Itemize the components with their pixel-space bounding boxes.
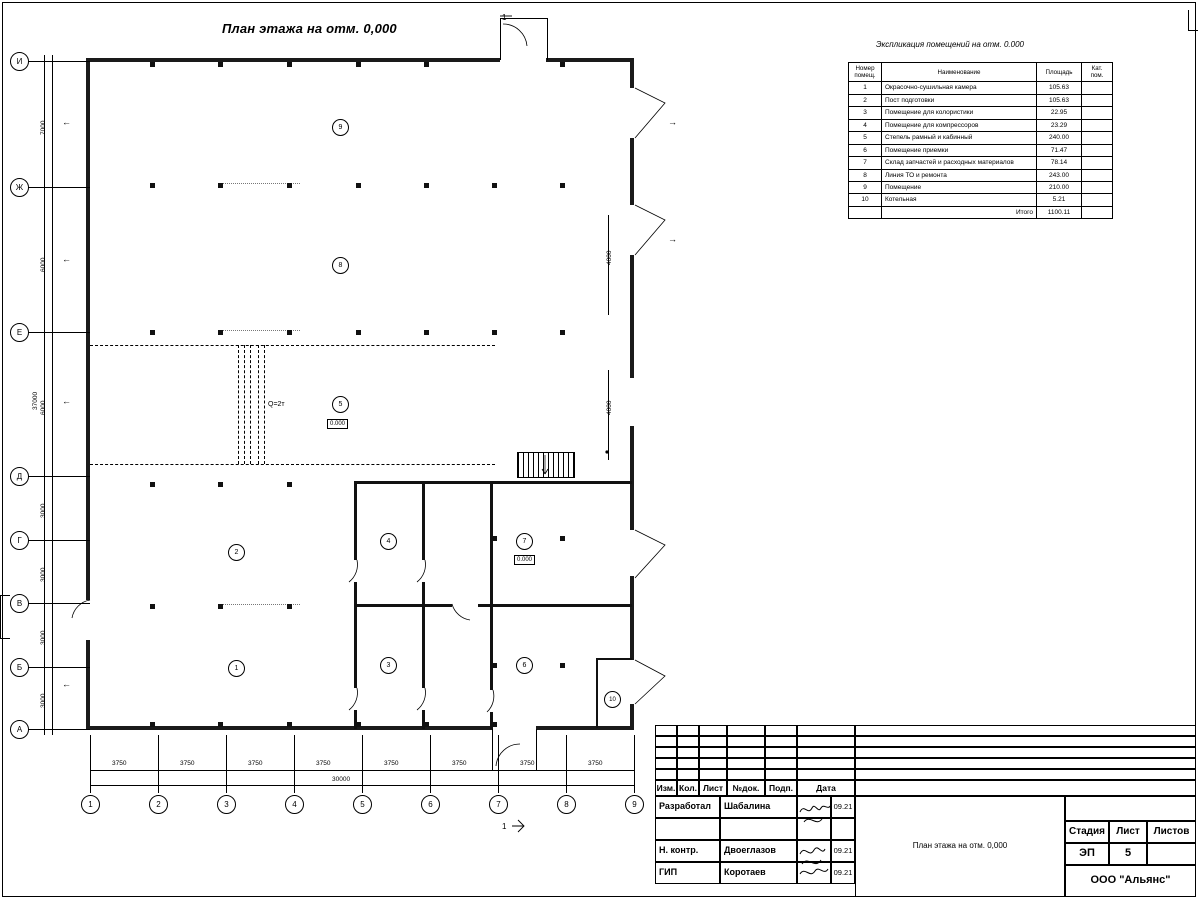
cell-number: 8 (849, 169, 882, 181)
axis-leader (28, 603, 90, 604)
cell-name: Степель рамный и кабинный (882, 132, 1037, 144)
column (218, 183, 223, 188)
column (218, 482, 223, 487)
column (424, 722, 429, 727)
dimension-vertical-3000a: 3000 (40, 503, 47, 518)
cell-number: 2 (849, 94, 882, 106)
room-marker-9: 9 (332, 119, 349, 136)
cell-area: 105.63 (1037, 82, 1082, 94)
column (150, 62, 155, 67)
stamp-col-data: Дата (797, 780, 855, 796)
revision-grid-r2c1 (655, 736, 677, 747)
axis-marker-vertical-Д: Д (10, 467, 29, 486)
revision-grid-r3c6 (797, 747, 855, 758)
table-row (849, 94, 1113, 106)
stamp-signature-developer (797, 796, 831, 818)
opening-right-4 (629, 530, 635, 576)
cell-name: Помещение для колористики (882, 107, 1037, 119)
stamp-col-izm: Изм. (655, 780, 677, 796)
stamp-col-list: Лист (699, 780, 727, 796)
stamp-col-podp: Подп. (765, 780, 797, 796)
axis-marker-horizontal-2: 2 (149, 795, 168, 814)
crane-runway-top (90, 345, 495, 346)
col-header-category: Кат. пом. (1082, 63, 1113, 82)
axis-marker-horizontal-8: 8 (557, 795, 576, 814)
cell-name: Окрасочно-сушильная камера (882, 82, 1037, 94)
column (560, 183, 565, 188)
revision-grid-r5c3 (699, 769, 727, 780)
column (356, 62, 361, 67)
stamp-role-gip: ГИП (655, 862, 720, 884)
revision-grid-r2c2 (677, 736, 699, 747)
axis-marker-horizontal-3: 3 (217, 795, 236, 814)
dimension-vertical-3000c: 3000 (40, 630, 47, 645)
edge-tick-right-v (1188, 10, 1189, 30)
column (287, 62, 292, 67)
door-gap-1 (353, 560, 358, 582)
cell-number: 6 (849, 144, 882, 156)
revision-grid-r1c7 (855, 725, 1196, 736)
column (424, 330, 429, 335)
opening-bottom-entry (492, 725, 536, 731)
revision-grid-r4c6 (797, 758, 855, 769)
axis-vertical-leader (634, 735, 635, 793)
cell-area: 210.00 (1037, 182, 1082, 194)
column (287, 604, 292, 609)
stamp-signature-gip (797, 862, 831, 884)
vestibule-top-left (500, 18, 501, 60)
stamp-drawing-name-box (855, 780, 1196, 796)
room-marker-1: 1 (228, 660, 245, 677)
table-total-row (849, 206, 1113, 218)
column (218, 330, 223, 335)
door-gap-4 (421, 688, 426, 710)
table-row (849, 157, 1113, 169)
dimension-vertical-7000: 7000 (40, 120, 47, 135)
column (560, 62, 565, 67)
cell-area: 22.95 (1037, 107, 1082, 119)
stamp-sheets-value (1147, 843, 1196, 865)
axis-marker-horizontal-4: 4 (285, 795, 304, 814)
axis-vertical-leader (566, 735, 567, 793)
total-area: 1100.11 (1037, 206, 1082, 218)
stamp-date-gip: 09.21 (831, 862, 855, 884)
column (287, 330, 292, 335)
edge-tick-left-top (0, 595, 10, 596)
stamp-sheet-value: 5 (1109, 843, 1147, 865)
axis-leader (28, 667, 90, 668)
column (356, 330, 361, 335)
crane-bridge-e (264, 345, 265, 464)
cell-name: Пост подготовки (882, 94, 1037, 106)
dimension-h-total: 30000 (332, 776, 351, 783)
stamp-name-ncontrol: Двоеглазов (720, 840, 797, 862)
boiler-room-wall-top (596, 658, 632, 660)
crane-bridge-a (238, 345, 239, 464)
axis-marker-vertical-А: А (10, 720, 29, 739)
cell-area: 78.14 (1037, 157, 1082, 169)
flow-arrow-left-4: ← (62, 679, 71, 689)
axis-leader (28, 476, 90, 477)
revision-grid-r4c5 (765, 758, 797, 769)
axis-marker-horizontal-6: 6 (421, 795, 440, 814)
axis-marker-horizontal-9: 9 (625, 795, 644, 814)
door-gap-3 (353, 688, 358, 710)
cell-area: 105.63 (1037, 94, 1082, 106)
revision-grid-r5c4 (727, 769, 765, 780)
dimension-h-5: 3750 (384, 760, 399, 767)
cell-area: 240.00 (1037, 132, 1082, 144)
axis-leader (28, 729, 90, 730)
crane-bridge-c (250, 345, 251, 464)
room-marker-4: 4 (380, 533, 397, 550)
dimension-h-6: 3750 (452, 760, 467, 767)
opening-right-3 (629, 378, 635, 426)
dimension-h-7: 3750 (520, 760, 535, 767)
column (492, 536, 497, 541)
partition-h-mid (354, 604, 632, 607)
edge-tick-left-bottom (0, 638, 10, 639)
stamp-name-developer: Шабалина (720, 796, 797, 818)
explication-title: Экспликация помещений на отм. 0.000 (876, 40, 1024, 49)
column (560, 663, 565, 668)
axis-vertical-leader (226, 735, 227, 793)
room-marker-8: 8 (332, 257, 349, 274)
column (218, 604, 223, 609)
table-row (849, 107, 1113, 119)
cell-number: 5 (849, 132, 882, 144)
column (287, 183, 292, 188)
stamp-company: ООО "Альянс" (1065, 865, 1196, 897)
dimension-right-4000a: 4000 (606, 250, 613, 265)
vestibule-top-right (547, 18, 548, 60)
opening-right-5 (629, 660, 635, 704)
column (150, 183, 155, 188)
revision-grid-r3c1 (655, 747, 677, 758)
revision-grid-r4c2 (677, 758, 699, 769)
room-marker-10: 10 (604, 691, 621, 708)
table-header-row (849, 63, 1113, 82)
cell-category (1082, 132, 1113, 144)
col-header-name: Наименование (882, 63, 1037, 82)
cell-number: 10 (849, 194, 882, 206)
column (356, 183, 361, 188)
axis-vertical-leader (498, 735, 499, 793)
stamp-date-ncontrol: 09.21 (831, 840, 855, 862)
door-gap-2 (421, 560, 426, 582)
edge-tick-right-h (1188, 30, 1198, 31)
axis-marker-vertical-Е: Е (10, 323, 29, 342)
stamp-signature-empty (797, 818, 831, 840)
cell-category (1082, 182, 1113, 194)
revision-grid-r5c6 (797, 769, 855, 780)
column (287, 482, 292, 487)
revision-grid-r3c5 (765, 747, 797, 758)
cut-mark-top: 1 (502, 13, 507, 22)
table-row (849, 169, 1113, 181)
stair (517, 452, 575, 478)
edge-tick-left-v (0, 595, 1, 639)
stamp-role-empty (655, 818, 720, 840)
dimension-vertical-3000b: 3000 (40, 567, 47, 582)
dimension-h-8: 3750 (588, 760, 603, 767)
revision-grid-r2c5 (765, 736, 797, 747)
axis-marker-horizontal-7: 7 (489, 795, 508, 814)
opening-right-1 (629, 88, 635, 138)
column (424, 62, 429, 67)
explication-table (848, 62, 1113, 219)
axis-leader (28, 187, 90, 188)
total-label: Итого (882, 206, 1037, 218)
stamp-name-empty (720, 818, 797, 840)
axis-vertical-leader (430, 735, 431, 793)
axis-extension-line-2 (52, 55, 53, 735)
revision-grid-r5c2 (677, 769, 699, 780)
revision-grid-r2c7 (855, 736, 1196, 747)
stamp-sheet-title: План этажа на отм. 0,000 (855, 796, 1065, 897)
table-row (849, 119, 1113, 131)
stamp-sheets-label: Листов (1147, 821, 1196, 843)
column (150, 482, 155, 487)
axis-vertical-leader (90, 735, 91, 793)
cell-name: Линия ТО и ремонта (882, 169, 1037, 181)
dimension-h-3: 3750 (248, 760, 263, 767)
cell-category (1082, 144, 1113, 156)
dimension-vertical-6000a: 6000 (40, 257, 47, 272)
opening-top-entry (500, 57, 546, 63)
stamp-stage-label: Стадия (1065, 821, 1109, 843)
cell-name: Помещение (882, 182, 1037, 194)
revision-grid-r1c6 (797, 725, 855, 736)
right-dim-line (608, 215, 609, 315)
revision-grid-r3c3 (699, 747, 727, 758)
col-header-number: Номер помещ. (849, 63, 882, 82)
cell-number: 9 (849, 182, 882, 194)
room-marker-5: 5 (332, 396, 349, 413)
dimension-h-1: 3750 (112, 760, 127, 767)
axis-marker-vertical-Ж: Ж (10, 178, 29, 197)
dimension-h-2: 3750 (180, 760, 195, 767)
column (492, 330, 497, 335)
col-header-area: Площадь (1037, 63, 1082, 82)
column (492, 722, 497, 727)
stamp-col-ndok: №док. (727, 780, 765, 796)
column (356, 722, 361, 727)
door-gap-6 (489, 690, 494, 712)
column (218, 62, 223, 67)
column (560, 536, 565, 541)
revision-grid-r4c4 (727, 758, 765, 769)
room-marker-6: 6 (516, 657, 533, 674)
title-block (655, 725, 1196, 897)
revision-grid-r1c3 (699, 725, 727, 736)
revision-grid-r2c4 (727, 736, 765, 747)
cell-name: Помещение для компрессоров (882, 119, 1037, 131)
room-marker-7: 7 (516, 533, 533, 550)
crane-bridge-d (258, 345, 259, 464)
dimension-right-4000b: 4000 (606, 400, 613, 415)
table-row (849, 182, 1113, 194)
cell-area: 243.00 (1037, 169, 1082, 181)
axis-leader (28, 61, 90, 62)
cell-category (1082, 194, 1113, 206)
stamp-company-top-filler (1065, 796, 1196, 821)
vestibule-bottom-left (492, 729, 493, 771)
crane-bridge-b (244, 345, 245, 464)
revision-grid-r3c4 (727, 747, 765, 758)
column (150, 604, 155, 609)
dimension-vertical-total: 37000 (32, 391, 39, 410)
table-row (849, 144, 1113, 156)
column (492, 183, 497, 188)
cell-name: Склад запчастей и расходных материалов (882, 157, 1037, 169)
dimension-vertical-3000d: 3000 (40, 693, 47, 708)
table-row (849, 82, 1113, 94)
stamp-sheet-label: Лист (1109, 821, 1147, 843)
revision-grid-r4c3 (699, 758, 727, 769)
revision-grid-r1c4 (727, 725, 765, 736)
stamp-signature-ncontrol (797, 840, 831, 862)
cell-area: 23.29 (1037, 119, 1082, 131)
cell-area: 5.21 (1037, 194, 1082, 206)
crane-runway-bottom (90, 464, 495, 465)
stamp-col-kol: Кол. (677, 780, 699, 796)
revision-grid-r1c5 (765, 725, 797, 736)
level-mark-center: 0.000 (327, 419, 348, 429)
cell-category (1082, 169, 1113, 181)
flow-arrow-left-1: ← (62, 117, 71, 127)
revision-grid-r4c7 (855, 758, 1196, 769)
revision-grid-r2c3 (699, 736, 727, 747)
axis-leader (28, 332, 90, 333)
revision-grid-r2c6 (797, 736, 855, 747)
table-row (849, 132, 1113, 144)
revision-grid-r5c7 (855, 769, 1196, 780)
flow-arrow-right-1: → (668, 117, 677, 127)
cell-number: 1 (849, 82, 882, 94)
cell-category (1082, 157, 1113, 169)
revision-grid-r1c2 (677, 725, 699, 736)
opening-right-2 (629, 205, 635, 255)
column (492, 663, 497, 668)
stamp-role-developer: Разработал (655, 796, 720, 818)
stamp-stage-value: ЭП (1065, 843, 1109, 865)
cell-number: 3 (849, 107, 882, 119)
column (424, 183, 429, 188)
revision-grid-r3c2 (677, 747, 699, 758)
dimension-vertical-6000b: 6000 (40, 400, 47, 415)
axis-marker-horizontal-5: 5 (353, 795, 372, 814)
revision-grid-r3c7 (855, 747, 1196, 758)
cut-mark-bottom: 1 (502, 822, 507, 831)
cell-category (1082, 94, 1113, 106)
stamp-role-ncontrol: Н. контр. (655, 840, 720, 862)
cell-category (1082, 119, 1113, 131)
cell-category (1082, 107, 1113, 119)
axis-vertical-leader (362, 735, 363, 793)
door-gap-5 (452, 603, 478, 608)
flow-arrow-right-2: → (668, 234, 677, 244)
boiler-room-wall-left (596, 658, 598, 728)
partition-h-top (354, 481, 632, 484)
stamp-date-empty (831, 818, 855, 840)
right-dim-line-2 (608, 370, 609, 460)
axis-marker-horizontal-1: 1 (81, 795, 100, 814)
axis-marker-vertical-В: В (10, 594, 29, 613)
column (287, 722, 292, 727)
column (150, 722, 155, 727)
table-row (849, 194, 1113, 206)
cell-name: Котельная (882, 194, 1037, 206)
revision-grid-r1c1 (655, 725, 677, 736)
cell-category (1082, 82, 1113, 94)
vestibule-bottom-right (536, 729, 537, 771)
column (560, 330, 565, 335)
cell-area: 71.47 (1037, 144, 1082, 156)
axis-vertical-leader (158, 735, 159, 793)
page-title: План этажа на отм. 0,000 (222, 21, 397, 36)
axis-marker-vertical-Б: Б (10, 658, 29, 677)
level-mark-right: 0.000 (514, 555, 535, 565)
room-marker-2: 2 (228, 544, 245, 561)
axis-leader (28, 540, 90, 541)
room-marker-3: 3 (380, 657, 397, 674)
vestibule-top-cap (500, 18, 548, 19)
cell-number: 7 (849, 157, 882, 169)
axis-marker-vertical-И: И (10, 52, 29, 71)
axis-marker-vertical-Г: Г (10, 531, 29, 550)
flow-arrow-left-3: ← (62, 396, 71, 406)
revision-grid-r5c1 (655, 769, 677, 780)
revision-grid-r5c5 (765, 769, 797, 780)
stamp-name-gip: Коротаев (720, 862, 797, 884)
opening-left-1 (85, 600, 91, 640)
flow-arrow-left-2: ← (62, 254, 71, 264)
axis-vertical-leader (294, 735, 295, 793)
cell-number: 4 (849, 119, 882, 131)
revision-grid-r4c1 (655, 758, 677, 769)
column (150, 330, 155, 335)
crane-capacity-label: Q=2т (268, 401, 285, 408)
cell-name: Помещение приемки (882, 144, 1037, 156)
stamp-date-developer: 09.21 (831, 796, 855, 818)
dimension-h-4: 3750 (316, 760, 331, 767)
column (218, 722, 223, 727)
